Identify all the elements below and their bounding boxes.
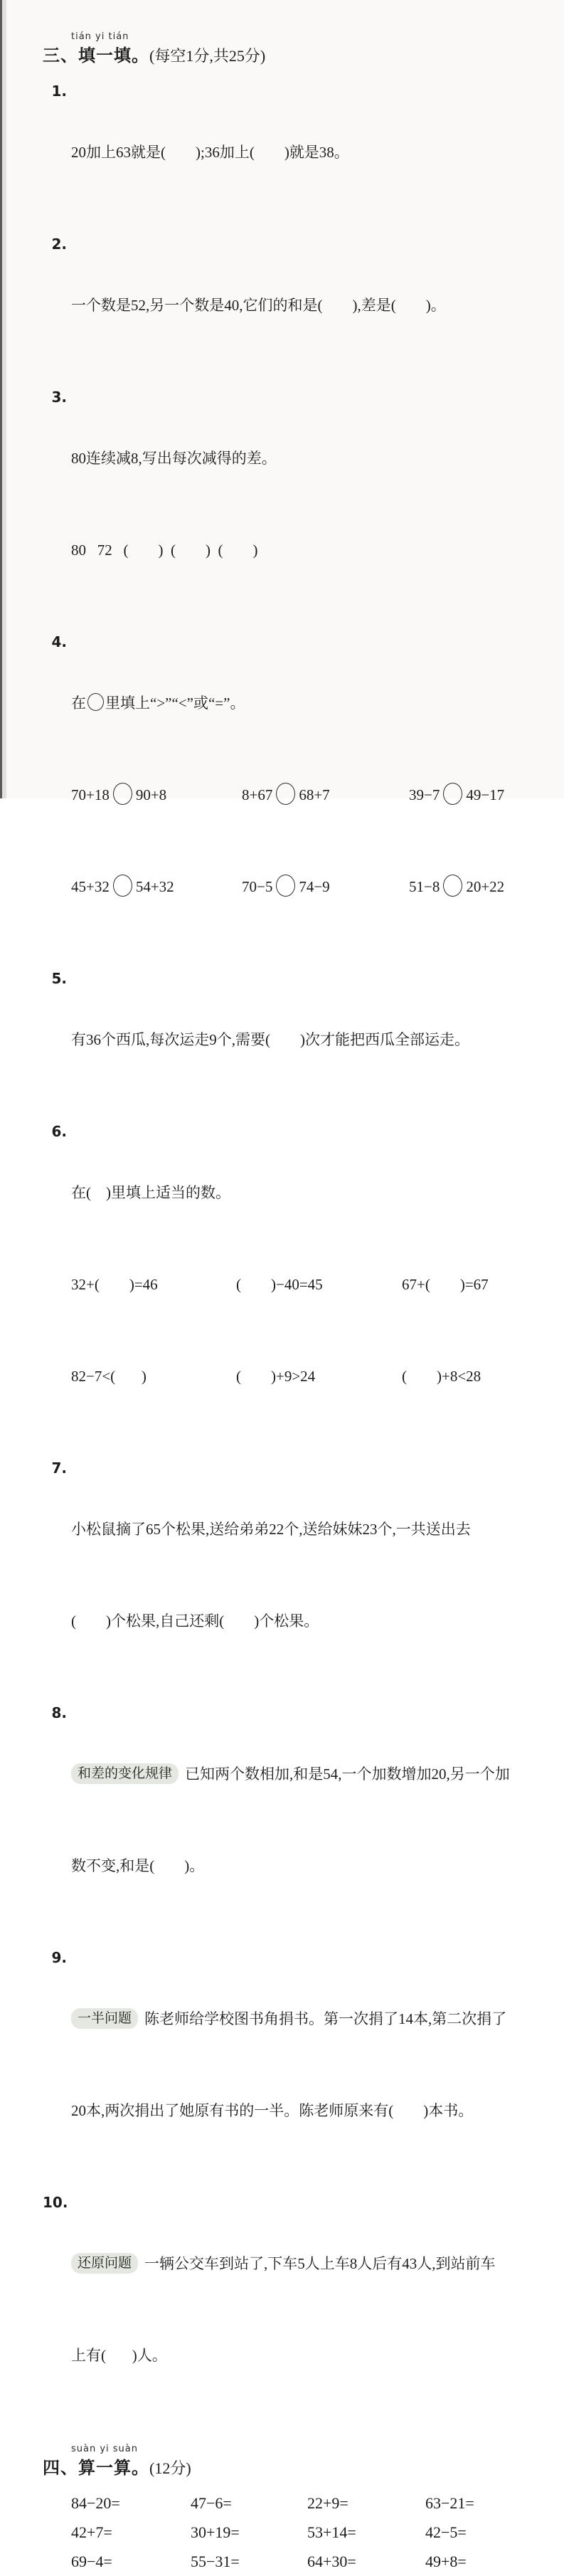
question-1-number: 1. <box>51 83 67 100</box>
calc-problem: 49+8= <box>425 2553 467 2570</box>
right-expression: 20+22 <box>466 878 505 895</box>
question-9-text: 陈老师给学校图书角捐书。第一次捐了14本,第二次捐了 <box>144 2010 507 2027</box>
question-2-text: 一个数是52,另一个数是40,它们的和是( ),差是( )。 <box>71 297 446 314</box>
comparison-row-2 <box>71 872 545 902</box>
question-7-text-line1: 小松鼠摘了65个松果,送给弟弟22个,送给妹妹23个,一共送出去 <box>71 1521 471 1538</box>
question-6 <box>43 1117 545 1453</box>
question-6-text: 在( )里填上适当的数。 <box>71 1184 230 1201</box>
question-1 <box>43 76 545 229</box>
left-expression: 45+32 <box>71 878 110 895</box>
calc-problem: 42−5= <box>425 2523 467 2541</box>
blank-circle-icon <box>87 693 104 711</box>
compare-circle-icon <box>276 875 295 897</box>
section4-title: 四、算一算。 <box>43 2458 149 2478</box>
question-10-text-line1 <box>71 2249 545 2279</box>
question-5-text: 有36个西瓜,每次运走9个,需要( )次才能把西瓜全部运走。 <box>71 1031 469 1048</box>
fill-blank-equation: 67+( )=67 <box>402 1276 489 1293</box>
question-4-text <box>71 688 545 719</box>
section4-heading-line <box>43 2455 545 2481</box>
question-2-body <box>71 229 545 382</box>
calc-problem: 55−31= <box>191 2553 240 2570</box>
comparison-item <box>409 872 545 902</box>
question-10-body <box>71 2187 545 2432</box>
question-6-body <box>71 1117 545 1453</box>
question-3-number: 3. <box>51 389 67 406</box>
question-9-text-line2: 20本,两次捐出了她原有书的一半。陈老师原来有( )本书。 <box>71 2102 474 2119</box>
section3-title: 三、填一填。 <box>43 46 149 65</box>
right-expression: 90+8 <box>135 786 167 803</box>
topic-badge-half-problem: 一半问题 <box>71 2008 138 2029</box>
question-8-text: 已知两个数相加,和是54,一个加数增加20,另一个加 <box>185 1765 510 1783</box>
question-1-text: 20加上63就是( );36加上( )就是38。 <box>71 144 349 161</box>
question-9-text-line1 <box>71 2004 545 2034</box>
section4-score: (12分) <box>149 2459 191 2477</box>
section4-header <box>43 2444 545 2481</box>
calc-problem: 47−6= <box>191 2494 232 2512</box>
question-8-body <box>71 1698 545 1943</box>
question-10-number: 10. <box>43 2194 68 2211</box>
left-expression: 70−5 <box>242 878 273 895</box>
question-3-answer-row: 80 72 ( ) ( ) ( ) <box>71 542 258 559</box>
question-8-number: 8. <box>51 1704 67 1721</box>
question-8-text-line2: 数不变,和是( )。 <box>71 1857 205 1874</box>
right-expression: 74−9 <box>299 878 330 895</box>
worksheet-content <box>43 31 545 2576</box>
fill-row-2 <box>71 1361 545 1392</box>
question-10-text: 一辆公交车到站了,下车5人上车8人后有43人,到站前车 <box>144 2255 496 2272</box>
fill-row-1 <box>71 1269 545 1300</box>
calculation-grid <box>43 2488 545 2576</box>
right-expression: 68+7 <box>299 786 330 803</box>
question-8 <box>43 1698 545 1943</box>
question-9 <box>43 1943 545 2187</box>
section3-heading-line <box>43 43 545 69</box>
question-2 <box>43 229 545 382</box>
question-9-body <box>71 1943 545 2187</box>
question-4-body <box>71 627 545 964</box>
question-9-number: 9. <box>51 1949 67 1966</box>
calc-problem: 22+9= <box>307 2494 348 2512</box>
comparison-item <box>242 780 409 811</box>
question-7-text-line2: ( )个松果,自己还剩( )个松果。 <box>71 1612 319 1630</box>
question-7-number: 7. <box>51 1459 67 1477</box>
question-5 <box>43 964 545 1117</box>
calc-problem: 84−20= <box>71 2494 120 2512</box>
section4-pinyin: suàn yi suàn <box>71 2444 139 2454</box>
topic-badge-sum-difference-rule: 和差的变化规律 <box>71 1763 179 1784</box>
calc-problem: 42+7= <box>71 2523 112 2541</box>
comparison-item <box>409 780 545 811</box>
question-2-number: 2. <box>51 236 67 253</box>
fill-blank-equation: ( )−40=45 <box>236 1276 323 1293</box>
question-5-body <box>71 964 545 1117</box>
question-4-intro-after: 里填上“>”“<”或“=”。 <box>105 695 245 712</box>
compare-circle-icon <box>443 875 462 897</box>
question-8-text-line1 <box>71 1759 545 1790</box>
right-expression: 49−17 <box>466 786 505 803</box>
section3-pinyin: tián yi tián <box>71 31 129 42</box>
question-4 <box>43 627 545 964</box>
question-1-body <box>71 76 545 229</box>
fill-blank-equation: ( )+9>24 <box>236 1368 316 1385</box>
left-expression: 39−7 <box>409 786 440 803</box>
comparison-item <box>242 872 409 902</box>
question-10-text-line2: 上有( )人。 <box>71 2347 167 2364</box>
question-5-number: 5. <box>51 970 67 987</box>
question-3 <box>43 382 545 627</box>
comparison-item <box>71 872 242 902</box>
fill-blank-equation: 32+( )=46 <box>71 1276 158 1293</box>
calc-problem: 64+30= <box>307 2553 356 2570</box>
calc-problem: 53+14= <box>307 2523 356 2541</box>
calc-problem: 30+19= <box>191 2523 240 2541</box>
question-4-number: 4. <box>51 633 67 650</box>
calc-problem: 63−21= <box>425 2494 474 2512</box>
fill-blank-equation: 82−7<( ) <box>71 1368 147 1385</box>
question-10 <box>43 2187 545 2432</box>
comparison-row-1 <box>71 780 545 811</box>
section3-header <box>43 31 545 69</box>
compare-circle-icon <box>443 783 462 805</box>
topic-badge-restore-problem: 还原问题 <box>71 2253 138 2274</box>
compare-circle-icon <box>113 875 132 897</box>
comparison-item <box>71 780 242 811</box>
question-3-text: 80连续减8,写出每次减得的差。 <box>71 450 277 467</box>
left-expression: 8+67 <box>242 786 273 803</box>
left-expression: 51−8 <box>409 878 440 895</box>
question-4-intro-before: 在 <box>71 695 86 712</box>
question-6-number: 6. <box>51 1123 67 1140</box>
fill-blank-equation: ( )+8<28 <box>402 1368 481 1385</box>
left-expression: 70+18 <box>71 786 110 803</box>
compare-circle-icon <box>276 783 295 805</box>
compare-circle-icon <box>113 783 132 805</box>
section3-score: (每空1分,共25分) <box>149 47 266 65</box>
question-7-body <box>71 1453 545 1698</box>
scan-edge-light <box>2 0 6 798</box>
calc-problem: 69−4= <box>71 2553 112 2570</box>
question-7 <box>43 1453 545 1698</box>
right-expression: 54+32 <box>135 878 174 895</box>
question-3-body <box>71 382 545 627</box>
